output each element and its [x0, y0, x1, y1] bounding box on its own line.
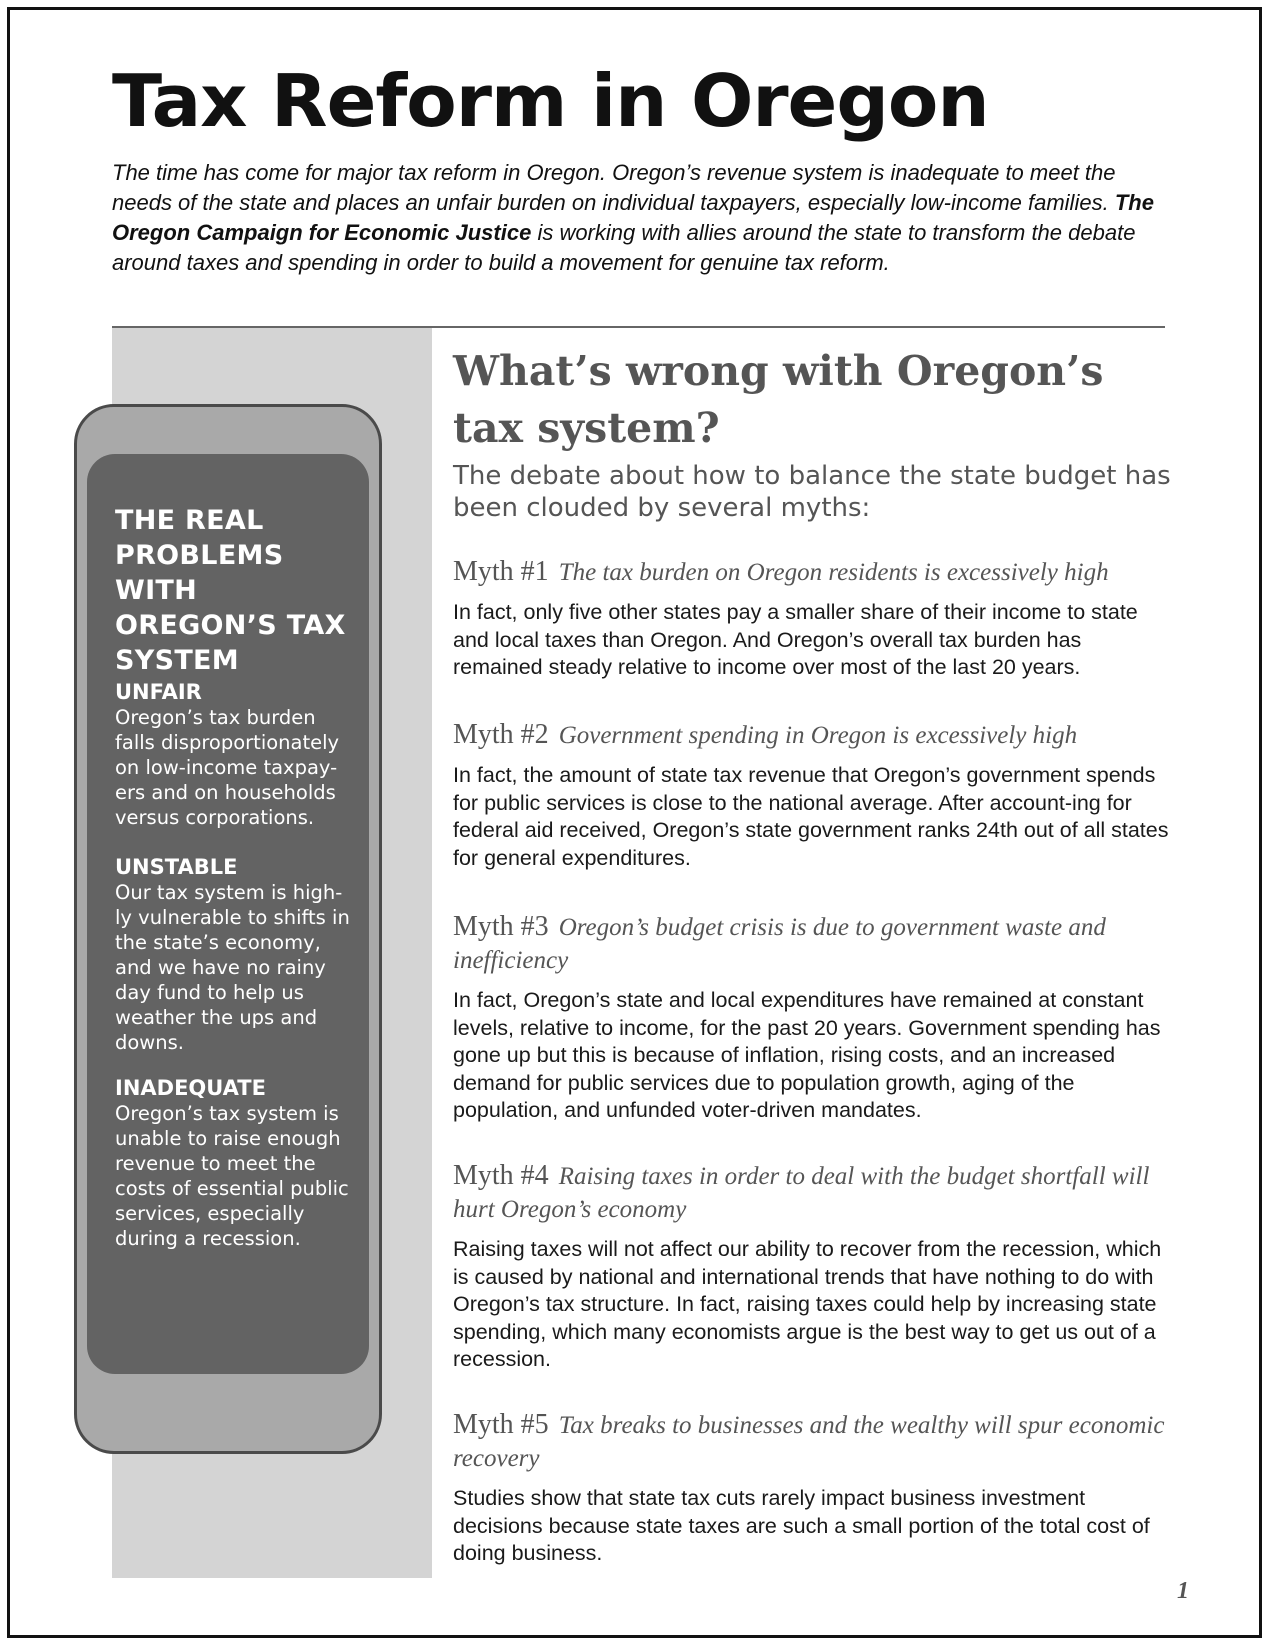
myth-number: Myth #2 [453, 719, 549, 750]
sidebar-title: THE REAL PROBLEMS WITH OREGON’S TAX SYSTEM [115, 505, 346, 676]
myth-number: Myth #4 [453, 1160, 549, 1191]
page-title: Tax Reform in Oregon [112, 59, 989, 143]
problem-unfair [115, 679, 355, 830]
myth-text: In fact, only five other states pay a smaller share of their income to state and local taxes than Oregon. And Oregon’s overall tax burden has remained steady relative to income over most of the last 20 years. [453, 600, 1138, 679]
myth-4 [453, 1159, 1173, 1374]
myth-claim: Oregon’s budget crisis is due to government waste and inefficiency [453, 914, 1106, 974]
myth-claim: Tax breaks to businesses and the wealthy will spur economic recovery [453, 1412, 1165, 1472]
problem-heading: UNSTABLE [115, 855, 238, 879]
problem-unstable [115, 854, 355, 1055]
problem-inadequate [115, 1075, 355, 1251]
problem-text: Oregon’s tax system is unable to raise enough revenue to meet the costs of essential public services, especially during a recession. [115, 1102, 349, 1250]
myth-2 [453, 718, 1173, 872]
problem-text: Our tax system is high-ly vulnerable to shifts in the state’s economy, and we have no rainy day fund to help us weather the ups and downs. [115, 881, 350, 1054]
myth-heading [453, 555, 1173, 589]
myth-text: Raising taxes will not affect our ability to recover from the recession, which is caused by national and international trends that have nothing to do with Oregon’s tax structure. In fact, raising taxes could help by increasing state spending, which many economists argue is the best way to get us out of a recession. [453, 1237, 1162, 1371]
section-title: What’s wrong with Oregon’s tax system? [453, 347, 1104, 452]
myth-5 [453, 1408, 1173, 1568]
myth-heading [453, 718, 1173, 752]
intro-text-1: The time has come for major tax reform in Oregon. Oregon’s revenue system is inadequate to meet the needs of the state and places an unfair burden on individual taxpayers, especially low-income families. [112, 160, 1116, 215]
myth-heading [453, 1408, 1173, 1475]
problem-text: Oregon’s tax burden falls disproportionately on low-income taxpay-ers and on households versus corporations. [115, 706, 340, 829]
section-subtitle: The debate about how to balance the state budget has been clouded by several myths: [453, 461, 1171, 523]
myth-number: Myth #3 [453, 911, 549, 942]
myth-text: In fact, the amount of state tax revenue that Oregon’s government spends for public services is close to the national average. After account-ing for federal aid received, Oregon’s state government ranks 24th out of all states for general expenditures. [453, 763, 1169, 870]
myth-number: Myth #5 [453, 1409, 549, 1440]
intro-text-2: is working with allies around the state to transform the debate around taxes and spending in order to build a movement for genuine tax reform. [112, 220, 1136, 275]
page-number: 1 [1177, 1578, 1189, 1604]
myth-number: Myth #1 [453, 556, 549, 587]
myth-3 [453, 910, 1173, 1125]
myth-claim: Government spending in Oregon is excessively high [558, 722, 1078, 749]
myth-text: Studies show that state tax cuts rarely impact business investment decisions because state taxes are such a small portion of the total cost of doing business. [453, 1486, 1150, 1565]
organization-name: The Oregon Campaign for Economic Justice [112, 190, 1154, 245]
myth-heading [453, 910, 1173, 977]
myth-text: In fact, Oregon’s state and local expenditures have remained at constant levels, relative to income, for the past 20 years. Government spending has gone up but this is because of inflation, rising costs, and an increased demand for public services due to population growth, aging of the population, and unfunded voter-driven mandates. [453, 988, 1161, 1122]
myth-1 [453, 555, 1173, 682]
problem-heading: INADEQUATE [115, 1076, 266, 1100]
intro-paragraph [112, 158, 1172, 278]
myth-claim: Raising taxes in order to deal with the budget shortfall will hurt Oregon’s economy [453, 1163, 1150, 1223]
myth-claim: The tax burden on Oregon residents is excessively high [558, 559, 1109, 586]
myth-heading [453, 1159, 1173, 1226]
problem-heading: UNFAIR [115, 680, 202, 704]
